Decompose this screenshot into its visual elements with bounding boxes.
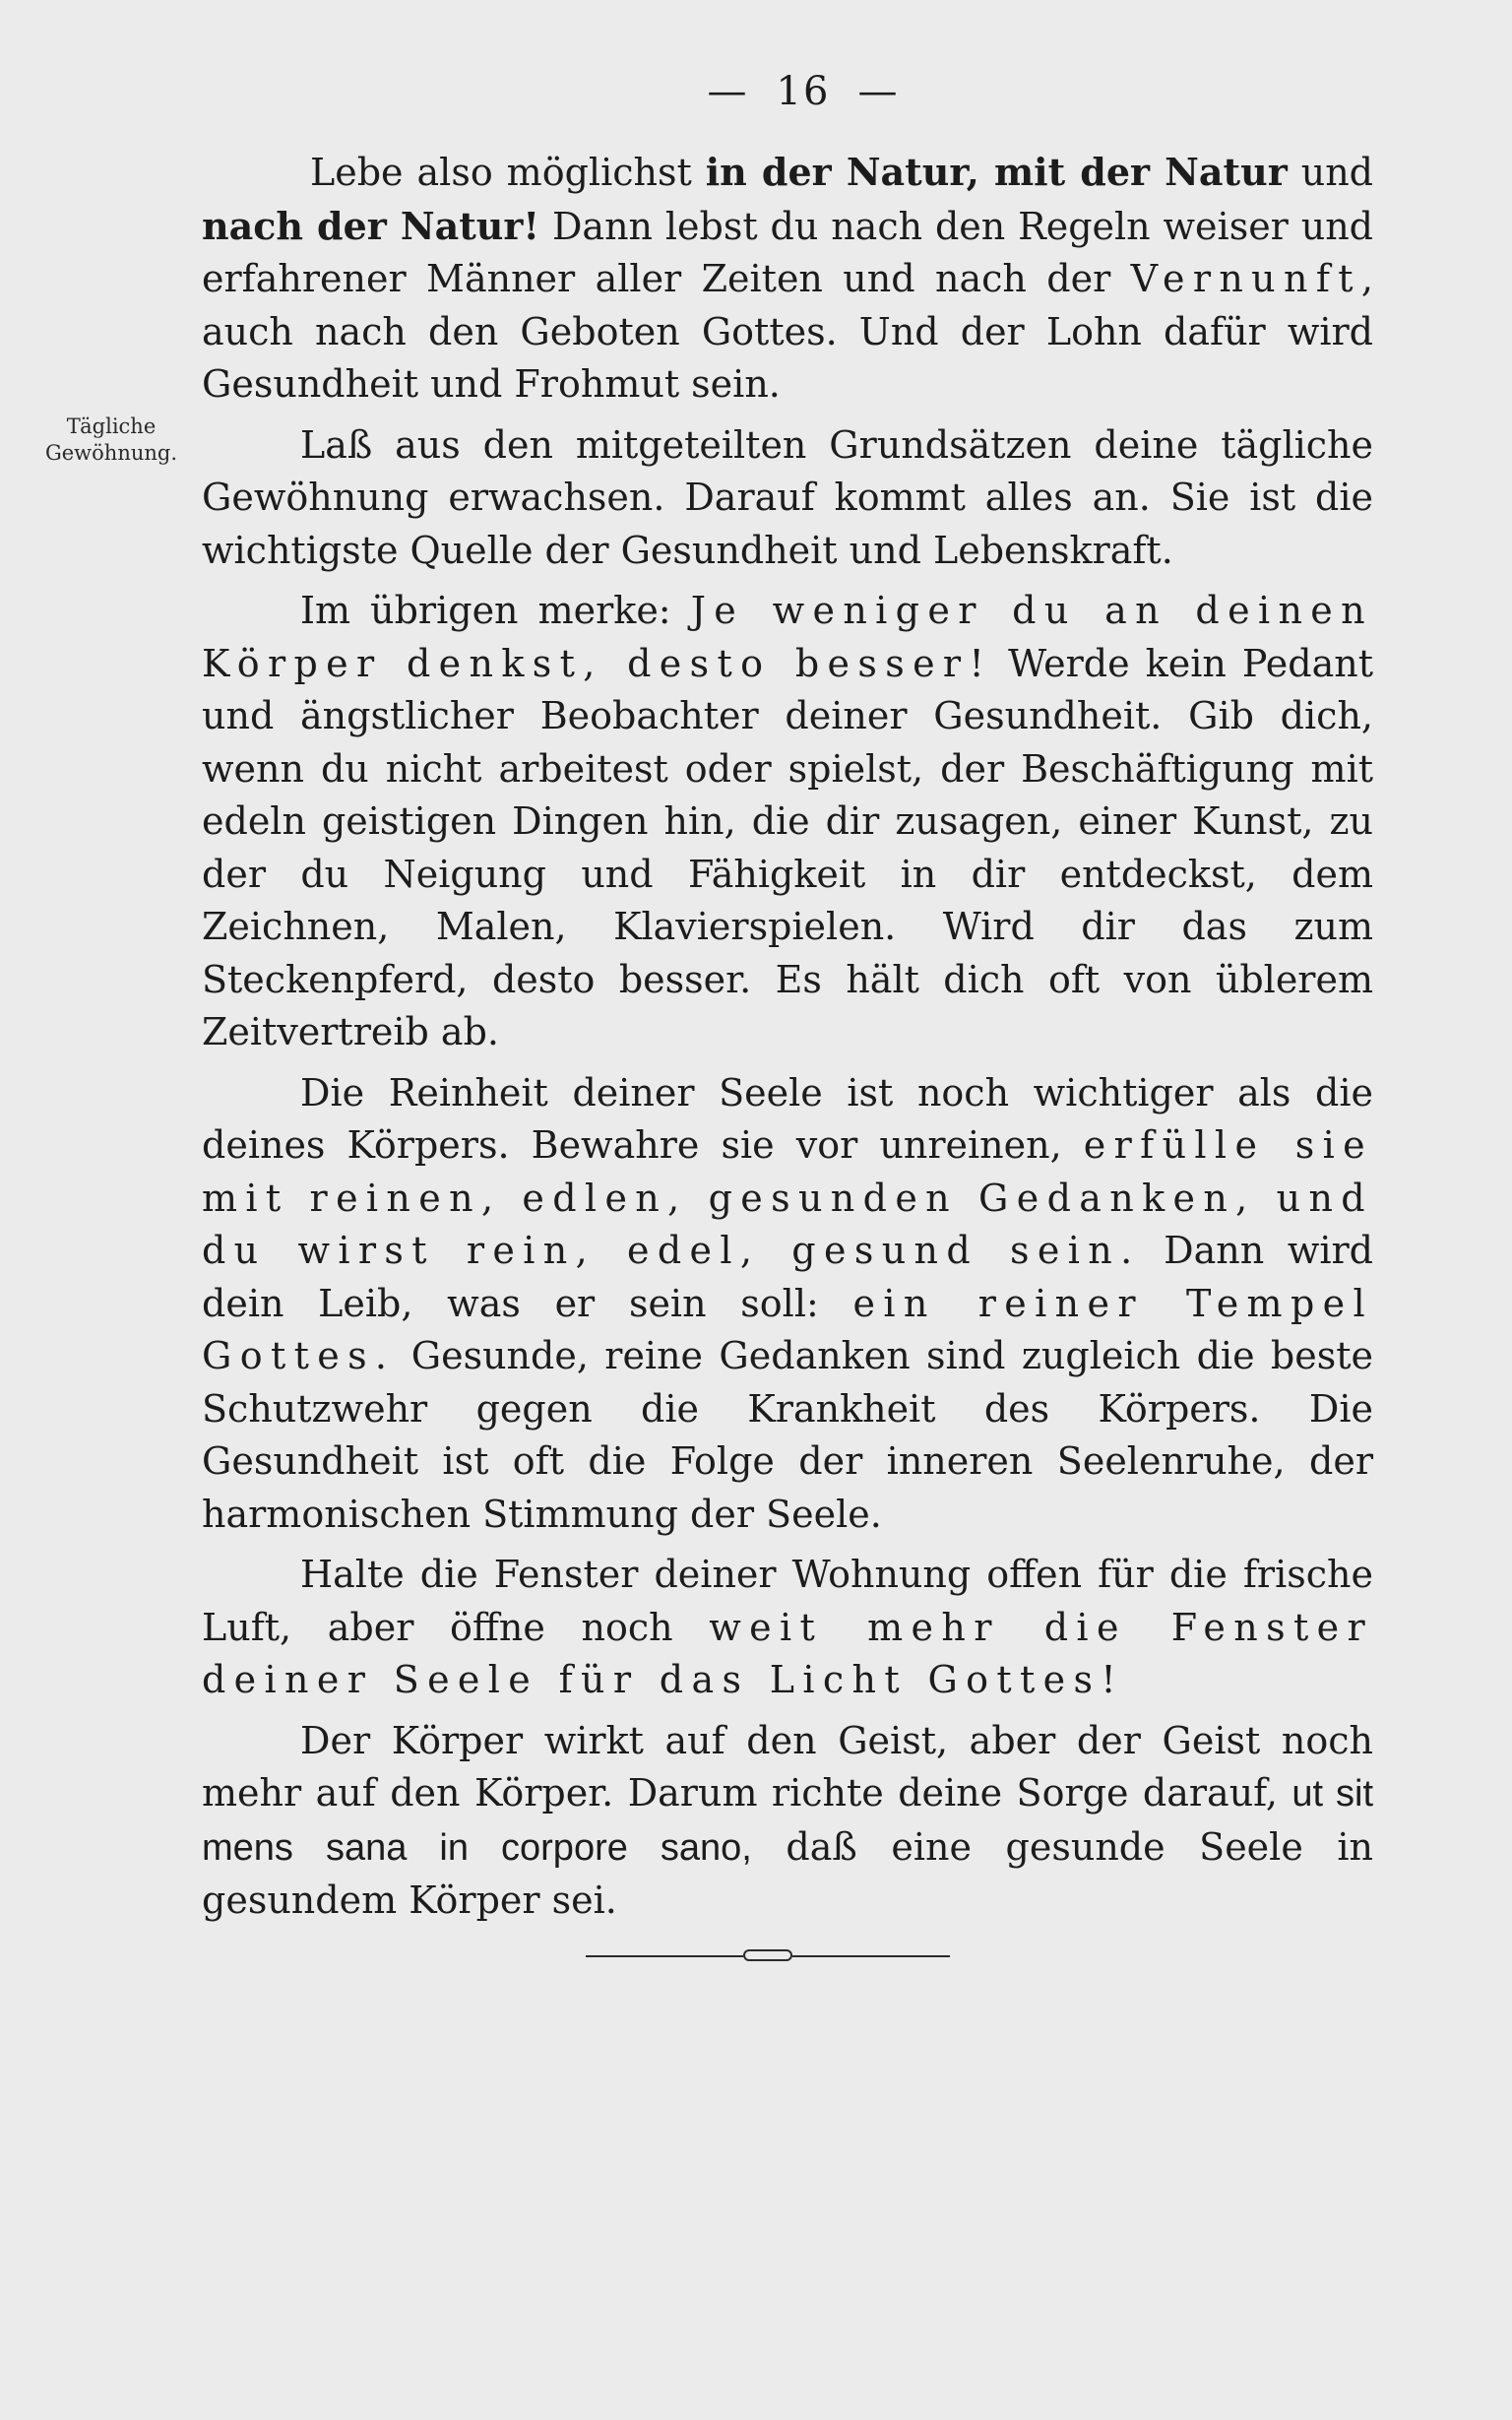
page-number-header xyxy=(0,69,1512,114)
paragraph-5-spaced-1: weit mehr die Fenster deiner Seele für das Licht Gottes! xyxy=(202,1605,1373,1701)
paragraph-2: Laß aus den mitgeteilten Grundsätzen deine tägliche Gewöhnung erwachsen. Darauf kommt alles an. Sie ist die wichtigste Quelle der Gesundheit und Lebenskraft. xyxy=(202,422,1373,572)
page-number-dash-left: — xyxy=(707,69,749,114)
paragraph-6 xyxy=(202,1715,1373,1928)
paragraph-3-text-1: Im übrigen merke: xyxy=(300,589,691,632)
paragraph-6-text-2: daß eine gesunde Seele in gesundem Körper sei. xyxy=(202,1824,1374,1922)
paragraph-4-text-3: Gesunde, reine Gedanken sind zugleich die beste Schutzwehr gegen die Krankheit des Körpers. Die Gesundheit ist oft die Folge der inneren Seelenruhe, der harmonischen Stimmung der Seele. xyxy=(202,1334,1373,1536)
paragraph-4-text-2: Dann wird dein Leib, was er sein soll: xyxy=(202,1229,1373,1325)
ornament-center-box xyxy=(743,1949,792,1961)
paragraph-4-spaced-1: erfülle sie mit reinen, edlen, gesunden Gedanken, und du wirst rein, edel, gesund sein. xyxy=(202,1123,1373,1272)
paragraph-3 xyxy=(202,585,1373,1059)
paragraph-4 xyxy=(202,1067,1373,1542)
paragraph-6-text-1: Der Körper wirkt auf den Geist, aber der Geist noch mehr auf den Körper. Darum richte deine Sorge darauf, xyxy=(202,1718,1373,1815)
paragraph-1-spaced-1: Vernunft xyxy=(1130,257,1361,300)
paragraph-5 xyxy=(202,1549,1373,1707)
paragraph-6-latin-quote: ut sit mens sana in corpore sano, xyxy=(202,1773,1373,1869)
paragraph-3-text-2: Werde kein Pedant und ängstlicher Beobachter deiner Gesundheit. Gib dich, wenn du nicht arbeitest oder spielst, der Beschäftigung mit edeln geistigen Dingen hin, die dir zusagen, einer Kunst, zu der du Neigung und Fähigkeit in dir entdeckst, dem Zeichnen, Malen, Klavierspielen. Wird dir das zum Steckenpferd, desto besser. Es hält dich oft von üblerem Zeitvertreib ab. xyxy=(202,641,1373,1053)
page-number: 16 xyxy=(776,69,831,114)
paragraph-4-text-1: Die Reinheit deiner Seele ist noch wichtiger als die deines Körpers. Bewahre sie vor unreinen, xyxy=(202,1070,1373,1167)
paragraph-1-text-3: Dann lebst du nach den Regeln weiser und erfahrener Männer aller Zeiten und nach der xyxy=(202,204,1373,300)
paragraph-1-emphasis-2: nach der Natur! xyxy=(202,203,540,248)
paragraph-1-text-4: , auch nach den Geboten Gottes. Und der Lohn dafür wird Gesundheit und Frohmut sein. xyxy=(202,257,1373,406)
paragraph-5-text-1: Halte die Fenster deiner Wohnung offen für die frische Luft, aber öffne noch xyxy=(202,1553,1373,1649)
paragraph-1 xyxy=(202,146,1373,412)
margin-note xyxy=(28,414,195,467)
paragraph-1-text-1: Lebe also möglichst xyxy=(310,151,706,194)
paragraph-3-spaced-1: Je weniger du an deinen Körper denkst, desto besser! xyxy=(202,589,1373,685)
margin-note-line-2: Gewöhnung. xyxy=(44,441,178,465)
page-number-dash-right: — xyxy=(857,69,900,114)
margin-note-line-1: Tägliche xyxy=(66,414,157,438)
body-text xyxy=(202,146,1373,1936)
paragraph-1-emphasis-1: in der Natur, mit der Natur xyxy=(705,150,1288,194)
paragraph-1-text-2: und xyxy=(1287,151,1373,194)
paragraph-4-spaced-2: ein reiner Tempel Gottes. xyxy=(202,1281,1373,1377)
end-ornament xyxy=(586,1949,950,1963)
ornament-line-right xyxy=(792,1955,950,1957)
ornament-line-left xyxy=(586,1955,743,1957)
